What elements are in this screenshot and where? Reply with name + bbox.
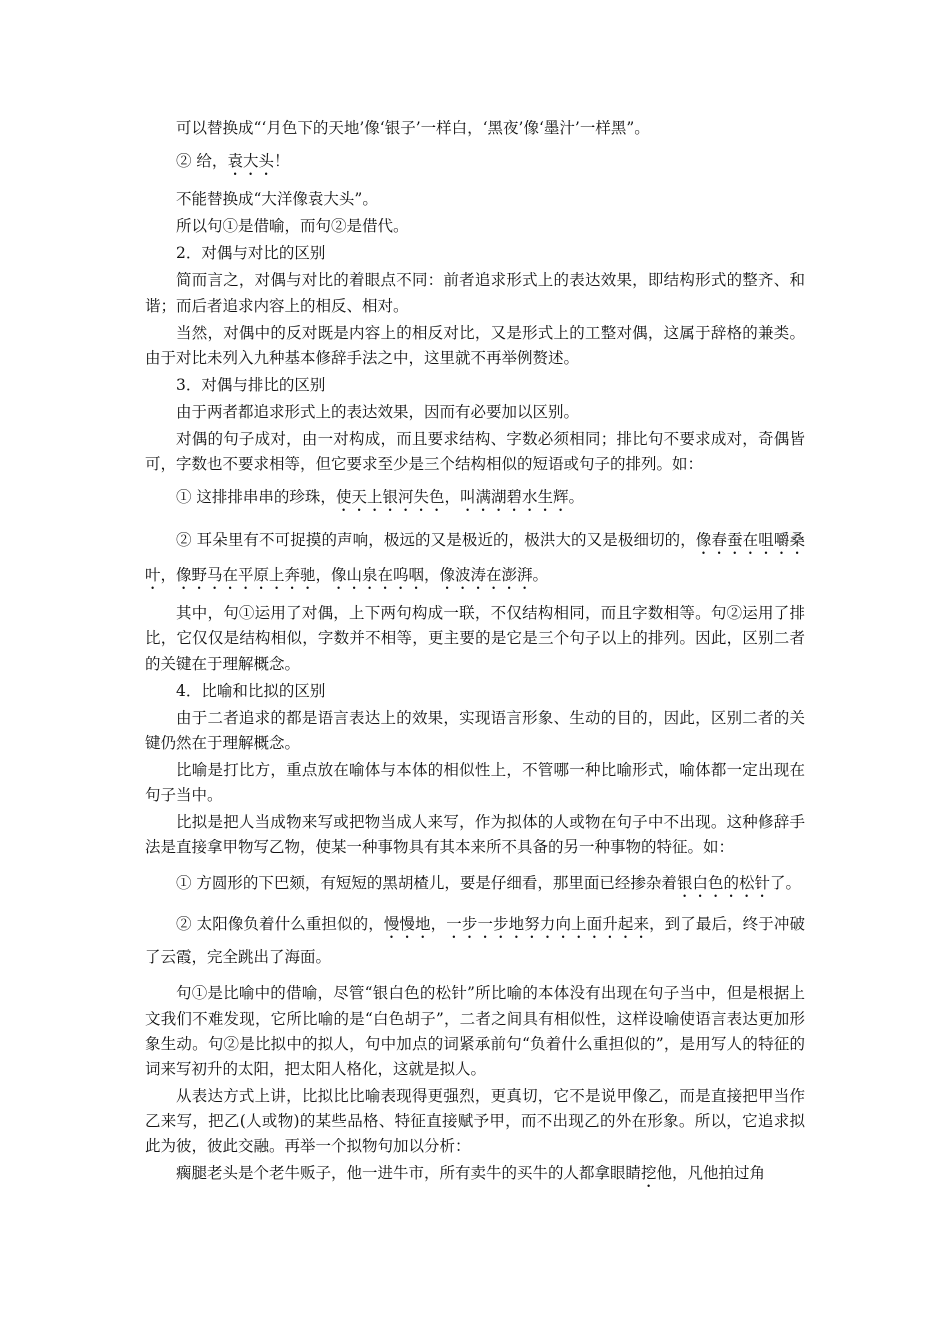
dotted-text: 使天上银河失色，叫满湖碧水生辉: [335, 488, 569, 507]
section-heading: 2．对偶与对比的区别: [176, 244, 326, 263]
paragraph: 不能替换成“大洋像袁大头”。: [176, 190, 378, 209]
document-page: [145, 116, 805, 1193]
example-sentence: ② 耳朵里有不可捉摸的声响，极远的又是极近的，极洪大的又是极细切的，像春蚕在咀嚼桑叶，像野马在平原上奔驰，像山泉在呜咽，像波涛在澎湃。: [145, 531, 805, 585]
section-heading: 3．对偶与排比的区别: [176, 375, 326, 394]
paragraph: 对偶的句子成对，由一对构成，而且要求结构、字数必须相同；排比句不要求成对，奇偶皆可，字数也不要求相等，但它要求至少是三个结构相似的短语或句子的排列。如：: [145, 430, 805, 474]
section-heading: 4．比喻和比拟的区别: [176, 681, 326, 700]
dotted-text: 袁大头: [227, 152, 274, 171]
example-sentence: ② 给，袁大头！: [176, 152, 290, 171]
paragraph: 所以句①是借喻，而句②是借代。: [176, 217, 409, 236]
example-sentence: ② 太阳像负着什么重担似的，慢慢地，一步一步地努力向上面升起来，到了最后，终于冲破了云霞，完全跳出了海面。: [145, 915, 805, 967]
dotted-text: 挖: [641, 1164, 657, 1183]
paragraph: 由于两者都追求形式上的表达效果，因而有必要加以区别。: [176, 402, 580, 421]
paragraph: 从表达方式上讲，比拟比比喻表现得更强烈，更真切，它不是说甲像乙，而是直接把甲当作乙来写，把乙(人或物)的某些品格、特征直接赋予甲，而不出现乙的外在形象。所以，它追求拟此为彼，彼此交融。再举一个拟物句加以分析：: [145, 1086, 805, 1156]
dotted-text: 银白色的松针: [676, 874, 770, 893]
paragraph: 瘸腿老头是个老牛贩子，他一进牛市，所有卖牛的买牛的人都拿眼睛挖他，凡他拍过角: [176, 1164, 766, 1183]
paragraph: 句①是比喻中的借喻，尽管“银白色的松针”所比喻的本体没有出现在句子当中，但是根据上文我们不难发现，它所比喻的是“白色胡子”，二者之间具有相似性，这样设喻使语言表达更加形象生动。句②是比拟中的拟人，句中加点的词紧承前句“负着什么重担似的”，是用写人的特征的词来写初升的太阳，把太阳人格化，这就是拟人。: [145, 984, 805, 1078]
paragraph: 可以替换成“‘月色下的天地’像‘银子’一样白，‘黑夜’像‘墨汁’一样黑”。: [176, 119, 650, 137]
paragraph: 简而言之，对偶与对比的着眼点不同：前者追求形式上的表达效果，即结构形式的整齐、和谐；而后者追求内容上的相反、相对。: [145, 271, 805, 315]
paragraph: 其中，句①运用了对偶，上下两句构成一联，不仅结构相同，而且字数相等。句②运用了排比，它仅仅是结构相似，字数并不相等，更主要的是它是三个句子以上的排列。因此，区别二者的关键在于理解概念。: [145, 604, 805, 673]
example-sentence: ① 这排排串串的珍珠，使天上银河失色，叫满湖碧水生辉。: [176, 488, 584, 507]
paragraph: 当然，对偶中的反对既是内容上的相反对比，又是形式上的工整对偶，这属于辞格的兼类。由于对比未列入九种基本修辞手法之中，这里就不再举例赘述。: [145, 323, 805, 367]
paragraph: 由于二者追求的都是语言表达上的效果，实现语言形象、生动的目的，因此，区别二者的关键仍然在于理解概念。: [145, 708, 805, 752]
dotted-text: 一步一步地努力向上面升起来: [446, 915, 650, 934]
dotted-text: 像春蚕在咀嚼桑叶，像野马在平原上奔驰，像山泉在呜咽，像波涛在澎湃: [145, 531, 805, 585]
example-sentence: ① 方圆形的下巴颏，有短短的黑胡楂儿，要是仔细看，那里面已经掺杂着银白色的松针了。: [176, 874, 801, 893]
paragraph: 比喻是打比方，重点放在喻体与本体的相似性上，不管哪一种比喻形式，喻体都一定出现在句子当中。: [145, 760, 805, 805]
dotted-text: 慢慢地: [383, 915, 431, 934]
paragraph: 比拟是把人当成物来写或把物当成人来写，作为拟体的人或物在句子中不出现。这种修辞手法是直接拿甲物写乙物，使某一种事物具有其本来所不具备的另一种事物的特征。如：: [145, 813, 805, 857]
